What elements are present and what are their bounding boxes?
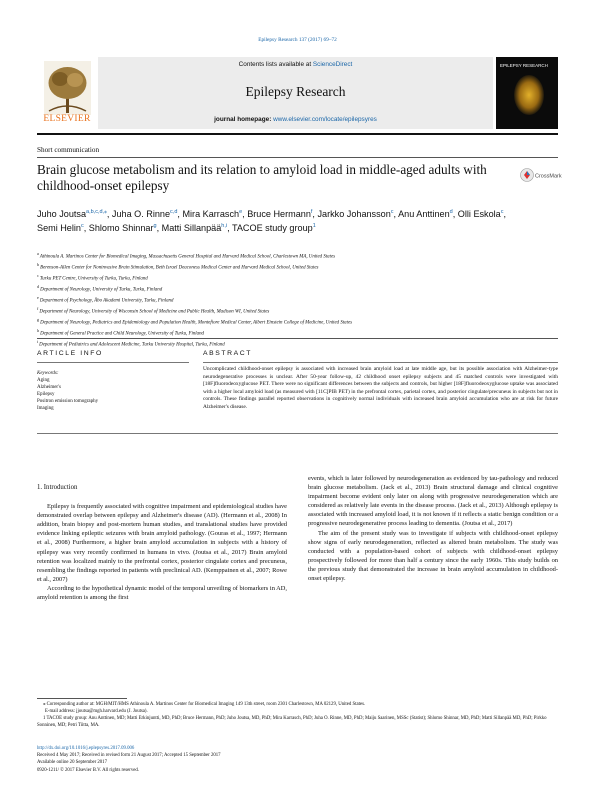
affiliation [37,261,558,272]
author-affiliation-marker: h,i [221,223,228,230]
abstract-end-rule [37,433,558,434]
author-affiliation-marker: e [239,209,243,215]
affiliation-marker: i [37,339,40,345]
affiliation-text: Department of Neurology, Pediatrics and Epidemiology and Population Health, Montefiore Medical Center, Albert Einstein College of Medicine, United States [40,320,353,326]
author-affiliation-marker: c [500,209,504,215]
sciencedirect-link[interactable]: ScienceDirect [312,61,353,68]
author-name[interactable]: Mira Karrasch [182,209,240,220]
body-paragraph: events, which is later followed by neurodegeneration as evidenced by tau-pathology and reduced brain glucose metabolism. (Jack et al., 2013) Brain structural damage and clinical cognitive impairment become evident only later on along with progressive neurodegeneration which are considered as relatively late events in the disease process. (Jack et al., 2013) Although epilepsy is associated with increased amyloid load, it is not known if it reflects a static benign condition or a progressive neurodegenerative process leading to dementia. (Joutsa et al., 2017) [308,475,558,528]
affiliation-marker: b [37,262,41,268]
affiliation-marker: f [37,306,40,312]
affiliation-marker: a [37,251,40,256]
elsevier-tree-icon [44,61,91,115]
author-affiliation-marker: d [449,209,453,215]
journal-homepage: journal homepage: www.elsevier.com/locate/epilepsyres [214,116,377,123]
crossmark-label: CrossMark [535,173,562,180]
journal-reference[interactable]: Epilepsy Research 137 (2017) 69–72 [258,37,337,43]
author-name[interactable]: Matti Sillanpää [161,223,222,234]
affiliation [37,250,558,261]
affiliation-text: Department of Psychology, Åbo Akademi University, Turku, Finland [39,298,174,304]
affiliation-list [37,250,558,349]
affiliation [37,294,558,305]
affiliation [37,338,558,349]
affiliation-marker: g [37,317,41,323]
body-column-left [37,483,287,602]
footnote-corresponding: ⁎ Corresponding author at: MGH/MIT/HMS Athinoula A. Martinos Center for Biomedical Imaging 149 13th street, room 2301 Charlestown, MA 02129, United States. [43,702,366,707]
affiliation [37,283,558,294]
abstract-heading: ABSTRACT [203,350,253,357]
author-affiliation-marker: a,b,c,d,⁎ [86,209,107,215]
abstract-text: Uncomplicated childhood-onset epilepsy is associated with increased brain amyloid load at late middle age, but its possible association with Alzheimer-type neurodegenerative processes is unclear. After 50-year follow-up, 42 childhood onset epilepsy subjects and 45 matched controls were investigated with [18F]fluorodeoxyglucose PET. There were no significant differences between the subjects and controls, but higher [18F]fluorodeoxyglucose uptake was associated with a higher local amyloid load (as measured with [11C]PIB PET) in the prefrontal cortex, parietal cortex, and posterior cingulate/precuneus in subjects but not in controls. These findings parallel reported observations in cognitively normal individuals with increased brain amyloid accumulation who are at risk for future Alzheimer's disease. [203,366,558,410]
body-paragraph: The aim of the present study was to investigate if subjects with childhood-onset epilepsy show signs of early neurodegeneration, reflected as altered brain metabolism. The study was conducted with a population-based cohort of subjects with childhood-onset epilepsy prospectively followed for more than half a century since the early 1960s. This study builds on the previous study that demonstrated the increase in brain amyloid accumulation in childhood-onset epilepsy. [308,529,558,583]
author-name[interactable]: Juha O. Rinne [111,209,171,220]
affiliation-text: Turku PET Centre, University of Turku, Turku, Finland [39,276,148,282]
author-affiliation-marker: 1 [312,223,316,230]
article-title: Brain glucose metabolism and its relation to amyloid load in middle-aged adults with childhood-onset epilepsy [37,162,487,193]
header-rule [37,133,558,135]
copyright: 0920-1211/ © 2017 Elsevier B.V. All rights reserved. [37,767,139,773]
affiliation [37,272,558,283]
online-date: Available online 20 September 2017 [37,760,107,766]
info-rule [37,338,558,339]
keyword[interactable]: Positron emission tomography [37,399,99,405]
author-name[interactable]: Bruce Hermann [247,209,311,220]
body-paragraph: According to the hypothetical dynamic model of the temporal unveiling of biomarkers in AD, amyloid retention is among the first [37,584,287,602]
author-name[interactable]: Anu Anttinen [398,209,450,220]
contents-line: Contents lists available at ScienceDirect [238,61,353,68]
affiliation-marker: e [37,295,40,301]
author-list: Juho Joutsa$^{a,b,c,d,⁎}$, Juha O. Rinne$^{c,d}$, Mira Karrasch$^e$, Bruce Hermann$^f$, Jarkko Johansson$^c$, Anu Anttinen$^d$, Olli Eskola$^c$, Semi Helin$^c$, Shlomo Shinnar$^g$, Matti Sillanpää$^{h,i}$, TACOE study group$^1$ [37,209,507,234]
affiliation-marker: d [37,284,41,290]
affiliation-text: Department of Neurology, University of Turku, Turku, Finland [40,287,163,293]
body-paragraph: Epilepsy is frequently associated with cognitive impairment and epidemiological studies have demonstrated overlap between epilepsy and Alzheimer's disease (AD). (Hermann et al., 2008) In addition, brain biopsy and post-mortem human studies, and translational studies have provided evidence linking epileptic seizures with brain amyloid pathology. (Gouras et al., 1997; Hermann et al., 2008) Furthermore, a higher brain amyloid accumulation in subjects with a history of epilepsy was very recently confirmed in humans in vivo. (Joutsa et al., 2017) Brain amyloid retention was localized mainly to the prefrontal cortex, posterior cingulate cortex and precuneus, resembling the findings reported in patients with preclinical AD. (Kemppainen et al., 2007; Rowe et al., 2007) [37,503,287,583]
cover-title: EPILEPSY RESEARCH [500,63,548,68]
affiliation-text: Department of Neurology, University of Wisconsin School of Medicine and Public Health, Madison WI, United States [39,309,270,315]
author-affiliation-marker: f [310,209,313,215]
author-affiliation-marker: c [80,223,84,230]
affiliation-text: Berenson-Allen Center for Noninvasive Brain Stimulation, Beth Israel Deaconess Medical Center and Harvard Medical School, United States [40,265,319,271]
section-rule [37,157,558,158]
keyword[interactable]: Alzheimer's [37,385,61,391]
journal-cover-image [496,57,558,129]
body-column-right [308,474,558,583]
footnote-rule [37,698,127,699]
author-affiliation-marker: g [153,223,157,230]
author-name[interactable]: TACOE study group [231,223,313,234]
author-name[interactable]: Semi Helin [37,223,81,234]
affiliation-marker: h [37,328,41,334]
affiliation [37,305,558,316]
article-info-rule [37,362,189,363]
doi-link[interactable]: http://dx.doi.org/10.1016/j.eplepsyres.2017.09.006 [37,746,135,751]
received-dates: Received 4 May 2017; Received in revised form 21 August 2017; Accepted 15 September 2017 [37,753,221,759]
footnote-email[interactable]: E-mail address: jjoutsa@mgh.harvard.edu (J. Joutsa). [45,709,148,714]
publication-info [37,745,337,774]
footnote-study-group: 1 TACOE study group: Anu Anttinen, MD; Matti Erkinjuntti, MD, PhD; Bruce Hermann, PhD; Juho Joutsa, MD, PhD; Mira Karrasch, PhD; Juha O. Rinne, MD, PhD; Maiju Saarinen, MSSc (Statist); Shlomo Shinnar, MD, PhD; Matti Sillanpää MD, PhD; Pirkko Sonninen, MD; Petri Tiitta, MA. [37,716,547,728]
affiliation-text: Department of General Practice and Child Neurology, University of Turku, Finland [40,331,204,337]
affiliation-marker: c [37,273,40,279]
affiliation [37,327,558,338]
homepage-link[interactable]: www.elsevier.com/locate/epilepsyres [273,116,377,123]
article-info-heading: ARTICLE INFO [37,350,103,357]
author-name[interactable]: Juho Joutsa [37,209,87,220]
affiliation-text: Athinoula A. Martinos Center for Biomedical Imaging, Massachusetts General Hospital and Harvard Medical School, Charlestown MA, United States [39,254,336,260]
affiliation-text: Department of Pediatrics and Adolescent Medicine, Turku University Hospital, Turku, Finland [39,342,225,348]
author-affiliation-marker: c,d [170,209,178,215]
footnotes [37,701,558,729]
cover-artwork [514,75,544,115]
author-name[interactable]: Olli Eskola [457,209,501,220]
author-affiliation-marker: c [390,209,394,215]
affiliation [37,316,558,327]
keywords-label: Keywords: [37,371,59,376]
keyword[interactable]: Imaging [37,406,54,412]
keyword[interactable]: Aging [37,378,50,384]
publisher-name: ELSEVIER [43,114,91,124]
author-name[interactable]: Jarkko Johansson [317,209,391,220]
author-name[interactable]: Shlomo Shinnar [88,223,154,234]
section-type: Short communication [37,146,100,154]
introduction-heading: 1. Introduction [37,484,78,491]
journal-title: Epilepsy Research [245,84,346,99]
keywords-block [37,370,187,413]
keyword[interactable]: Epilepsy [37,392,55,398]
crossmark-icon[interactable] [520,167,562,183]
abstract-rule [203,362,558,363]
